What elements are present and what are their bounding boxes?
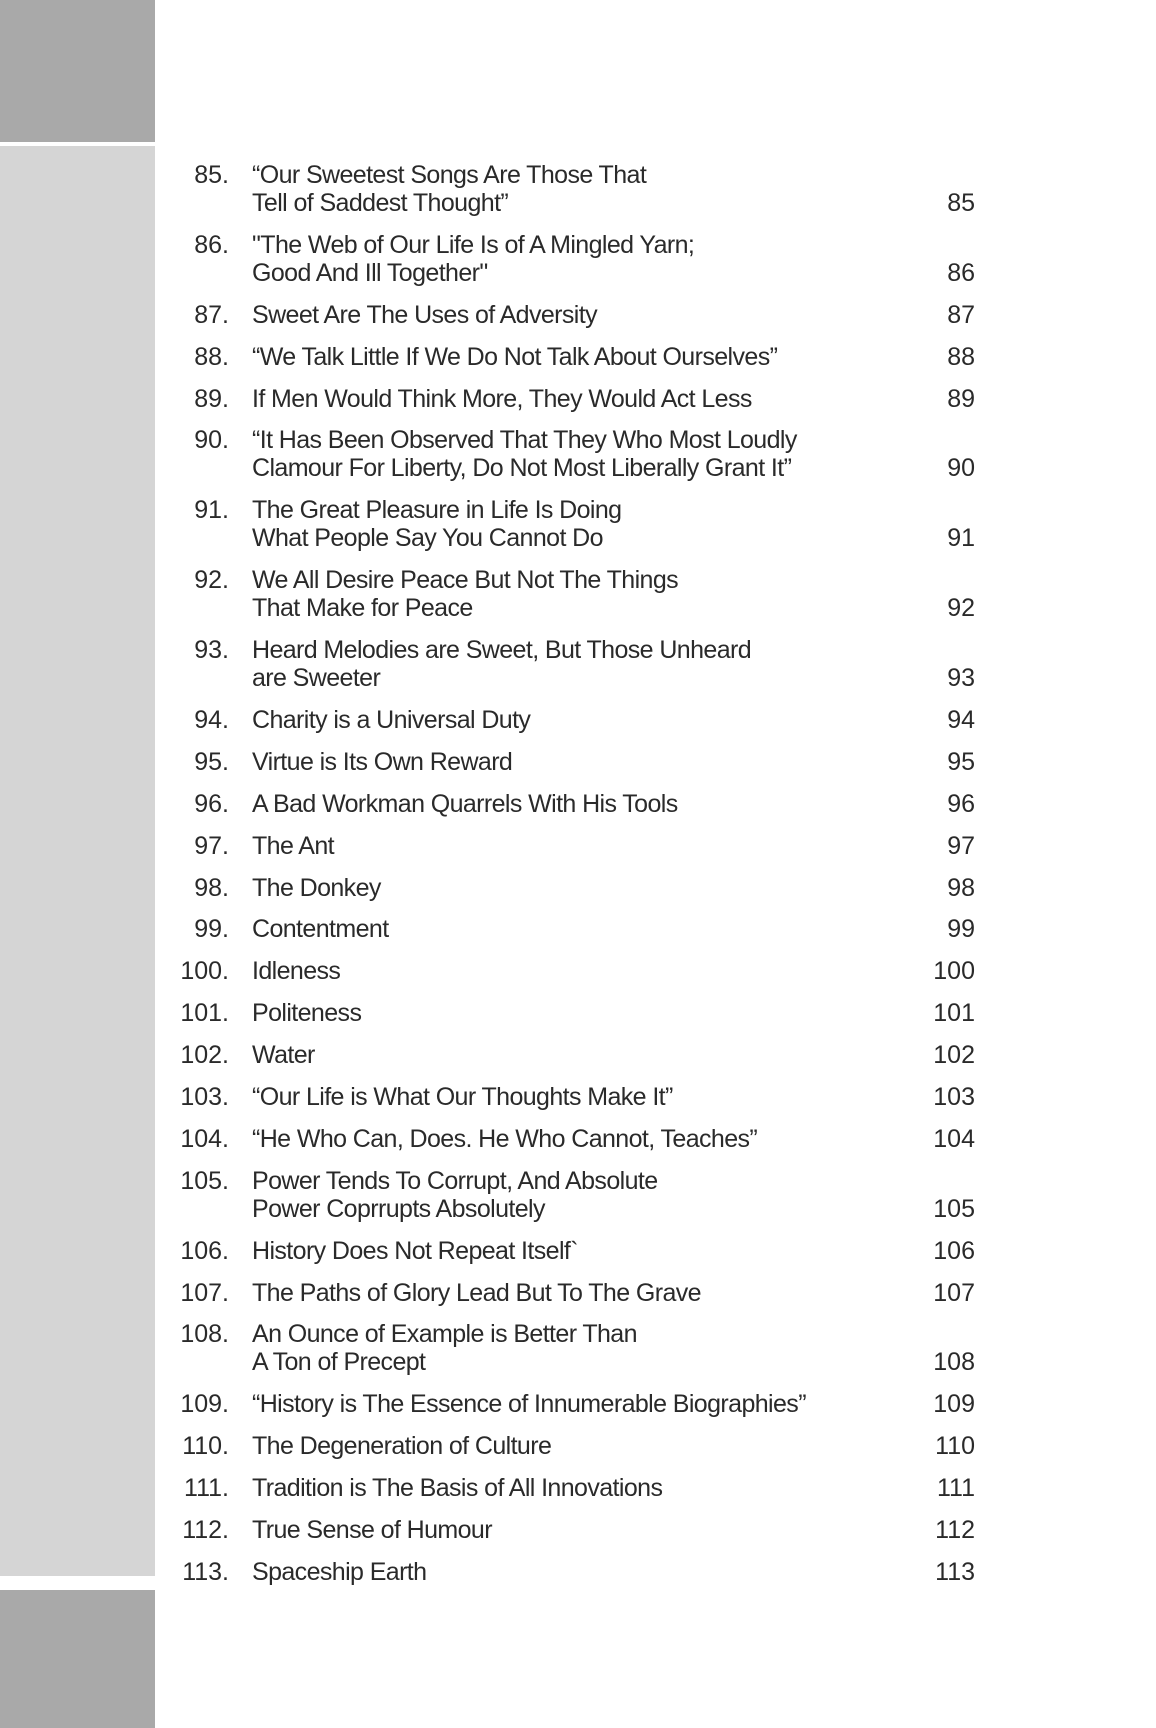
toc-entry-title-line: The Donkey: [252, 873, 381, 902]
toc-entry-number: 102.: [180, 1041, 229, 1070]
toc-entry-number: 91.: [194, 496, 229, 525]
toc-entry-page-number: 88: [947, 342, 975, 371]
toc-entry: [170, 301, 975, 329]
toc-entry-title-line: Spaceship Earth: [252, 1557, 427, 1586]
toc-entry: [170, 957, 975, 985]
toc-entry: [170, 1320, 975, 1376]
toc-entry-title-line: Power Coprrupts Absolutely: [252, 1194, 545, 1223]
toc-entry-page-number: 99: [947, 915, 975, 944]
toc-entry: [170, 874, 975, 902]
margin-tab-middle: [0, 146, 155, 1576]
toc-entry: [170, 790, 975, 818]
toc-entry: [170, 1279, 975, 1307]
toc-entry-title: [252, 1516, 855, 1544]
toc-entry-page-number: 96: [947, 789, 975, 818]
toc-entry-title-line: “He Who Can, Does. He Who Cannot, Teaches”: [252, 1124, 758, 1153]
toc-entry-title-line: "The Web of Our Life Is of A Mingled Yarn;: [252, 230, 695, 259]
toc-entry-page-number: 111: [936, 1474, 975, 1503]
toc-entry-title-line: True Sense of Humour: [252, 1516, 492, 1545]
toc-entry: [170, 566, 975, 622]
toc-entry-number: 99.: [194, 915, 229, 944]
toc-entry: [170, 832, 975, 860]
table-of-contents: [170, 161, 975, 1600]
toc-entry-number: 96.: [194, 789, 229, 818]
toc-entry-title: [252, 915, 855, 943]
toc-entry-page-number: 93: [947, 664, 975, 693]
toc-entry-title: [252, 832, 855, 860]
toc-entry: [170, 706, 975, 734]
toc-entry-number: 95.: [194, 747, 229, 776]
toc-entry-number: 112.: [182, 1516, 229, 1545]
toc-entry-title: [252, 636, 855, 692]
margin-tab-top: [0, 0, 155, 142]
toc-entry-page-number: 106: [933, 1236, 975, 1265]
toc-entry-title: [252, 1390, 855, 1418]
toc-entry-title-line: Sweet Are The Uses of Adversity: [252, 300, 597, 329]
toc-entry-title: [252, 706, 855, 734]
toc-entry-title-line: A Bad Workman Quarrels With His Tools: [252, 789, 678, 818]
toc-entry-title-line: Virtue is Its Own Reward: [252, 747, 513, 776]
toc-entry: [170, 999, 975, 1027]
toc-entry-title-line: A Ton of Precept: [252, 1348, 426, 1377]
toc-entry-title: [252, 874, 855, 902]
toc-entry: [170, 1474, 975, 1502]
toc-entry-title-line: Tradition is The Basis of All Innovations: [252, 1474, 663, 1503]
toc-entry-title-line: If Men Would Think More, They Would Act Less: [252, 384, 752, 413]
toc-entry-title-line: That Make for Peace: [252, 594, 473, 623]
toc-entry-page-number: 102: [933, 1041, 975, 1070]
toc-entry-title-line: “Our Life is What Our Thoughts Make It”: [252, 1083, 673, 1112]
toc-entry-number: 92.: [194, 566, 229, 595]
toc-entry-page-number: 94: [947, 706, 975, 735]
toc-entry-page-number: 90: [947, 454, 975, 483]
toc-entry-title-line: What People Say You Cannot Do: [252, 524, 603, 553]
toc-entry-title: [252, 1167, 855, 1223]
toc-entry-title: [252, 301, 855, 329]
toc-entry-page-number: 97: [947, 831, 975, 860]
toc-entry-page-number: 104: [933, 1124, 975, 1153]
toc-entry-page-number: 103: [933, 1083, 975, 1112]
toc-entry-title-line: The Degeneration of Culture: [252, 1432, 552, 1461]
toc-entry: [170, 385, 975, 413]
toc-entry-title-line: Power Tends To Corrupt, And Absolute: [252, 1166, 658, 1195]
toc-entry-page-number: 87: [947, 300, 975, 329]
toc-entry-page-number: 91: [947, 524, 975, 553]
toc-entry: [170, 1558, 975, 1586]
toc-entry-title-line: Charity is a Universal Duty: [252, 706, 531, 735]
toc-entry: [170, 1041, 975, 1069]
toc-entry-title-line: Clamour For Liberty, Do Not Most Liberally Grant It”: [252, 454, 792, 483]
toc-entry: [170, 161, 975, 217]
toc-entry-page-number: 108: [933, 1348, 975, 1377]
toc-entry: [170, 496, 975, 552]
toc-entry: [170, 915, 975, 943]
toc-entry-number: 113.: [182, 1557, 229, 1586]
toc-entry-title: [252, 385, 855, 413]
toc-entry-title: [252, 1083, 855, 1111]
toc-entry-title-line: History Does Not Repeat Itself`: [252, 1236, 578, 1265]
toc-entry-number: 85.: [194, 161, 229, 189]
toc-entry-page-number: 110: [935, 1432, 975, 1461]
toc-entry-title: [252, 1237, 855, 1265]
toc-entry-title-line: An Ounce of Example is Better Than: [252, 1320, 637, 1349]
toc-entry-title-line: Good And Ill Together": [252, 258, 488, 287]
toc-entry-number: 89.: [194, 384, 229, 413]
toc-entry-title-line: The Paths of Glory Lead But To The Grave: [252, 1278, 701, 1307]
toc-entry-page-number: 100: [933, 957, 975, 986]
toc-entry-page-number: 85: [947, 189, 975, 217]
toc-entry-title: [252, 231, 855, 287]
toc-entry: [170, 1167, 975, 1223]
toc-entry-number: 98.: [194, 873, 229, 902]
toc-entry-page-number: 95: [947, 747, 975, 776]
toc-entry-number: 97.: [194, 831, 229, 860]
toc-entry: [170, 1516, 975, 1544]
toc-entry: [170, 636, 975, 692]
toc-entry-title-line: “History is The Essence of Innumerable Biographies”: [252, 1390, 806, 1419]
toc-entry-number: 93.: [194, 636, 229, 665]
toc-entry-number: 108.: [180, 1320, 229, 1349]
toc-entry: [170, 1390, 975, 1418]
toc-entry-title: [252, 1558, 855, 1586]
toc-entry-title: [252, 426, 855, 482]
toc-entry-page-number: 105: [933, 1194, 975, 1223]
toc-entry-page-number: 89: [947, 384, 975, 413]
toc-entry-page-number: 112: [935, 1516, 975, 1545]
toc-entry-number: 107.: [180, 1278, 229, 1307]
toc-entry-title-line: Water: [252, 1041, 315, 1070]
toc-entry-number: 109.: [180, 1390, 229, 1419]
toc-entry-title-line: are Sweeter: [252, 664, 381, 693]
toc-entry-title-line: “We Talk Little If We Do Not Talk About Ourselves”: [252, 342, 778, 371]
toc-entry-number: 106.: [180, 1236, 229, 1265]
toc-entry-number: 87.: [194, 300, 229, 329]
toc-entry-number: 86.: [194, 230, 229, 259]
toc-entry-number: 104.: [180, 1124, 229, 1153]
margin-tab-bottom: [0, 1590, 155, 1728]
toc-entry-title: [252, 161, 855, 217]
toc-entry: [170, 343, 975, 371]
toc-entry-title-line: Contentment: [252, 915, 389, 944]
toc-entry-title: [252, 1432, 855, 1460]
toc-entry-number: 111.: [184, 1474, 229, 1503]
toc-entry-title: [252, 566, 855, 622]
toc-entry-number: 100.: [180, 957, 229, 986]
toc-entry-title-line: “It Has Been Observed That They Who Most Loudly: [252, 426, 797, 455]
toc-entry-number: 105.: [180, 1166, 229, 1195]
toc-entry-page-number: 107: [933, 1278, 975, 1307]
toc-entry-title-line: The Ant: [252, 831, 334, 860]
toc-entry-page-number: 92: [947, 594, 975, 623]
toc-entry-page-number: 98: [947, 873, 975, 902]
toc-entry: [170, 1432, 975, 1460]
toc-entry-page-number: 113: [935, 1557, 975, 1586]
toc-entry-title-line: “Our Sweetest Songs Are Those That: [252, 161, 647, 189]
toc-entry-title-line: Politeness: [252, 999, 362, 1028]
toc-entry-title: [252, 748, 855, 776]
toc-entry-title: [252, 1320, 855, 1376]
toc-entry: [170, 231, 975, 287]
toc-entry-number: 101.: [180, 999, 229, 1028]
toc-entry-title: [252, 1125, 855, 1153]
toc-entry-number: 103.: [180, 1083, 229, 1112]
toc-entry-title: [252, 496, 855, 552]
toc-entry-number: 94.: [194, 706, 229, 735]
toc-entry-title-line: Tell of Saddest Thought”: [252, 189, 509, 217]
toc-entry-page-number: 101: [933, 999, 975, 1028]
toc-entry-page-number: 86: [947, 258, 975, 287]
toc-entry-title-line: We All Desire Peace But Not The Things: [252, 566, 679, 595]
toc-entry-title: [252, 1041, 855, 1069]
toc-entry-title: [252, 1279, 855, 1307]
toc-entry: [170, 1083, 975, 1111]
toc-entry: [170, 1125, 975, 1153]
toc-entry-title: [252, 790, 855, 818]
toc-entry-title-line: Idleness: [252, 957, 341, 986]
toc-entry-number: 88.: [194, 342, 229, 371]
toc-entry-page-number: 109: [933, 1390, 975, 1419]
toc-entry-number: 110.: [182, 1432, 229, 1461]
toc-entry-title: [252, 999, 855, 1027]
toc-entry: [170, 1237, 975, 1265]
toc-entry: [170, 748, 975, 776]
toc-entry-title-line: The Great Pleasure in Life Is Doing: [252, 496, 622, 525]
toc-entry: [170, 426, 975, 482]
toc-entry-title: [252, 1474, 855, 1502]
toc-entry-title-line: Heard Melodies are Sweet, But Those Unheard: [252, 636, 752, 665]
toc-entry-number: 90.: [194, 426, 229, 455]
toc-entry-title: [252, 957, 855, 985]
toc-entry-title: [252, 343, 855, 371]
